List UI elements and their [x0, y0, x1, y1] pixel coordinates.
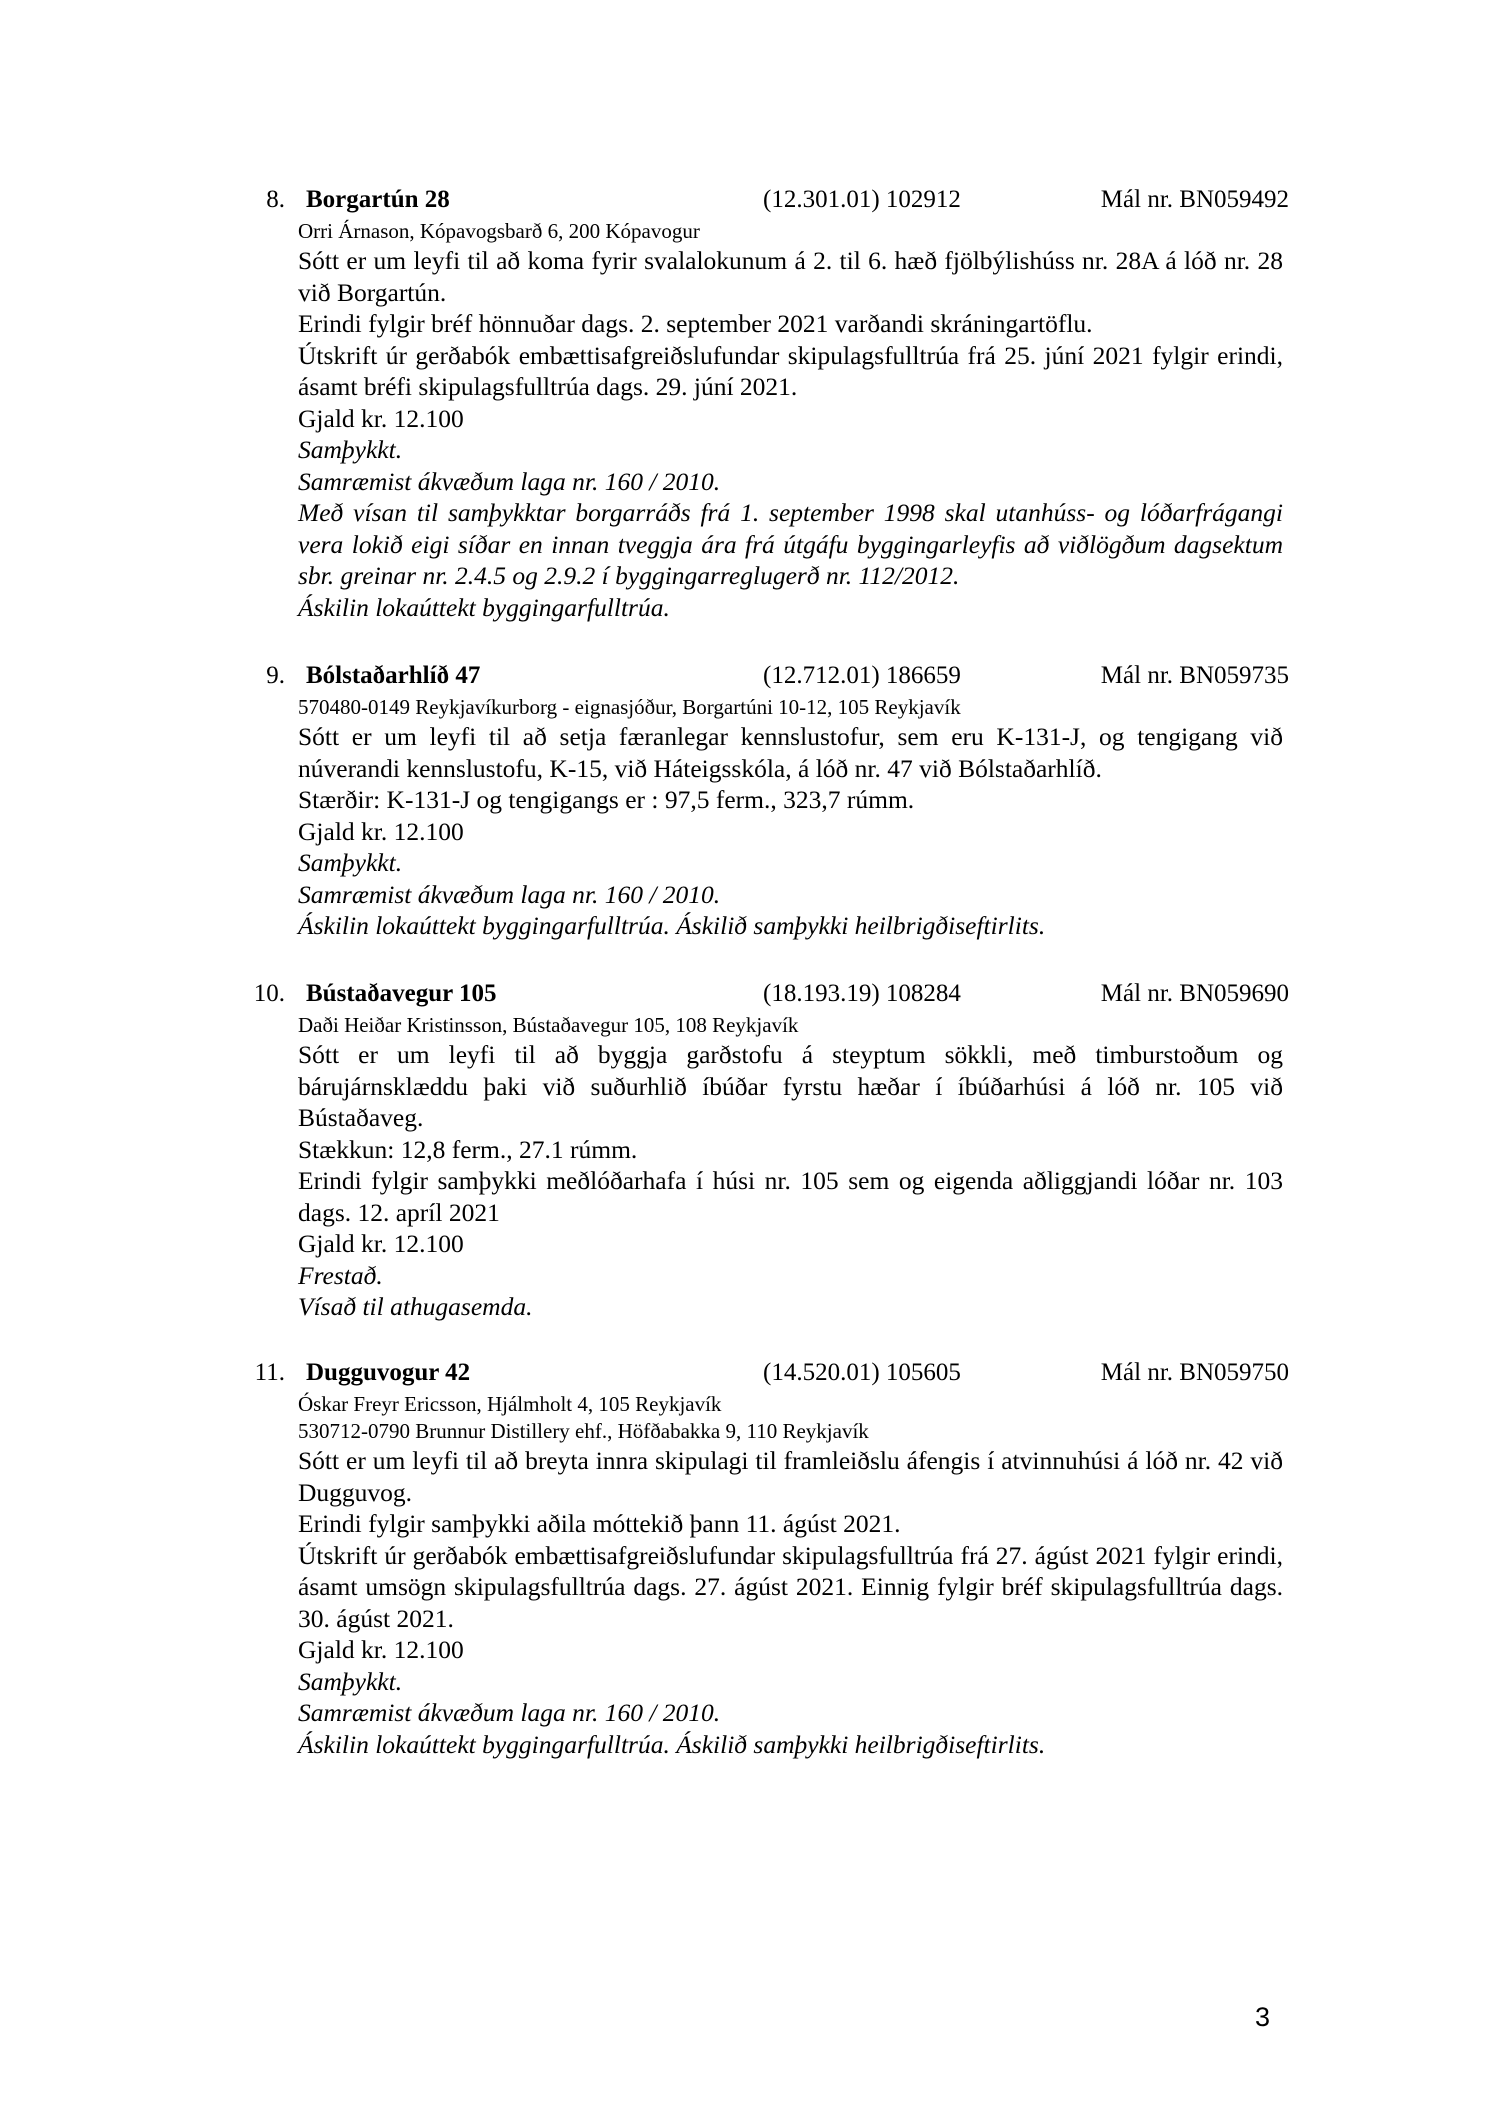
case-address: Dugguvogur 42: [306, 1359, 471, 1386]
case-decision: Áskilin lokaúttekt byggingarfulltrúa. Áskilið samþykki heilbrigðiseftirlits.: [298, 911, 1046, 940]
case-note: Stækkun: 12,8 ferm., 27.1 rúmm.: [298, 1134, 638, 1164]
case-fee: Gjald kr. 12.100: [298, 1229, 464, 1258]
case-note: Útskrift úr gerðabók embættisafgreiðslufundar skipulagsfulltrúa frá 25. júní 2021 fylgir erindi, ásamt bréfi skipulagsfulltrúa dags. 29. júní 2021.: [298, 340, 1283, 401]
applicant: Óskar Freyr Ericsson, Hjálmholt 4, 105 Reykjavík: [298, 1392, 722, 1416]
case-number: 11.: [254, 1359, 285, 1386]
case-number: 8.: [266, 186, 285, 213]
case-decision: Vísað til athugasemda.: [298, 1292, 533, 1321]
applicant: Orri Árnason, Kópavogsbarð 6, 200 Kópavogur: [298, 219, 700, 243]
case-10: [0, 976, 1500, 1323]
case-note: Erindi fylgir samþykki aðila móttekið þann 11. ágúst 2021.: [298, 1509, 901, 1538]
case-decision: Samþykkt.: [298, 435, 403, 464]
case-header: [0, 182, 1500, 218]
case-number: 10.: [253, 980, 285, 1007]
case-decision: Samþykkt.: [298, 848, 403, 877]
case-number-id: Mál nr. BN059492: [1100, 186, 1289, 213]
case-header: [0, 1355, 1500, 1391]
applicant: 570480-0149 Reykjavíkurborg - eignasjóður, Borgartúni 10-12, 105 Reykjavík: [298, 695, 961, 719]
case-reference: (12.712.01) 186659: [763, 662, 961, 689]
case-reference: (18.193.19) 108284: [763, 980, 961, 1007]
case-body: [298, 218, 1283, 623]
case-decision: Áskilin lokaúttekt byggingarfulltrúa.: [298, 592, 670, 622]
case-11: [0, 1355, 1500, 1760]
case-fee: Gjald kr. 12.100: [298, 403, 464, 433]
case-decision: Frestað.: [298, 1260, 383, 1290]
case-header: [0, 976, 1500, 1012]
case-reference: (14.520.01) 105605: [763, 1359, 961, 1386]
case-address: Bústaðavegur 105: [306, 980, 497, 1007]
case-fee: Gjald kr. 12.100: [298, 1635, 464, 1664]
case-header: [0, 658, 1500, 694]
page-number: 3: [1255, 2002, 1271, 2032]
case-reference: (12.301.01) 102912: [763, 186, 961, 213]
case-note: Stærðir: K-131-J og tengigangs er : 97,5 ferm., 323,7 rúmm.: [298, 785, 915, 814]
case-9: [0, 658, 1500, 942]
case-description: Sótt er um leyfi til að setja færanlegar kennslustofur, sem eru K-131-J, og tengigang við núverandi kennslustofu, K-15, við Háteigsskóla, á lóð nr. 47 við Bólstaðarhlíð.: [298, 722, 1283, 783]
case-address: Borgartún 28: [306, 186, 450, 213]
applicant: 530712-0790 Brunnur Distillery ehf., Höfðabakka 9, 110 Reykjavík: [298, 1419, 869, 1443]
case-decision: Samræmist ákvæðum laga nr. 160 / 2010.: [298, 879, 721, 909]
case-number-id: Mál nr. BN059690: [1100, 980, 1289, 1007]
case-number-id: Mál nr. BN059750: [1100, 1359, 1289, 1386]
case-note: Útskrift úr gerðabók embættisafgreiðslufundar skipulagsfulltrúa frá 27. ágúst 2021 fylgir erindi, ásamt umsögn skipulagsfulltrúa dags. 27. ágúst 2021. Einnig fylgir bréf skipulagsfulltrúa dags. 30. ágúst 2021.: [298, 1540, 1283, 1633]
case-decision: Með vísan til samþykktar borgarráðs frá 1. september 1998 skal utanhúss- og lóðarfrágangi vera lokið eigi síðar en innan tveggja ára frá útgáfu byggingarleyfis að viðlögðum dagsektum sbr. greinar nr. 2.4.5 og 2.9.2 í byggingarreglugerð nr. 112/2012.: [298, 498, 1283, 590]
case-decision: Áskilin lokaúttekt byggingarfulltrúa. Áskilið samþykki heilbrigðiseftirlits.: [298, 1729, 1046, 1759]
case-description: Sótt er um leyfi til að breyta innra skipulagi til framleiðslu áfengis í atvinnuhúsi á lóð nr. 42 við Dugguvog.: [298, 1446, 1283, 1507]
case-8: [0, 182, 1500, 623]
case-note: Erindi fylgir bréf hönnuðar dags. 2. september 2021 varðandi skráningartöflu.: [298, 309, 1093, 338]
case-body: [298, 1391, 1283, 1760]
case-number: 9.: [266, 662, 285, 689]
applicant: Daði Heiðar Kristinsson, Bústaðavegur 105, 108 Reykjavík: [298, 1013, 799, 1037]
case-decision: Samræmist ákvæðum laga nr. 160 / 2010.: [298, 1698, 721, 1727]
case-note: Erindi fylgir samþykki meðlóðarhafa í húsi nr. 105 sem og eigenda aðliggjandi lóðar nr. 103 dags. 12. apríl 2021: [298, 1166, 1283, 1227]
case-decision: Samþykkt.: [298, 1666, 403, 1696]
case-body: [298, 694, 1283, 942]
case-description: Sótt er um leyfi til að koma fyrir svalalokunum á 2. til 6. hæð fjölbýlishúss nr. 28A á lóð nr. 28 við Borgartún.: [298, 246, 1283, 307]
case-number-id: Mál nr. BN059735: [1100, 662, 1289, 689]
case-address: Bólstaðarhlíð 47: [306, 662, 481, 689]
case-description: Sótt er um leyfi til að byggja garðstofu á steyptum sökkli, með timburstoðum og bárujárnsklæddu þaki við suðurhlið íbúðar fyrstu hæðar í íbúðarhúsi á lóð nr. 105 við Bústaðaveg.: [298, 1040, 1283, 1132]
case-decision: Samræmist ákvæðum laga nr. 160 / 2010.: [298, 466, 721, 496]
case-body: [298, 1012, 1283, 1323]
case-fee: Gjald kr. 12.100: [298, 816, 464, 846]
